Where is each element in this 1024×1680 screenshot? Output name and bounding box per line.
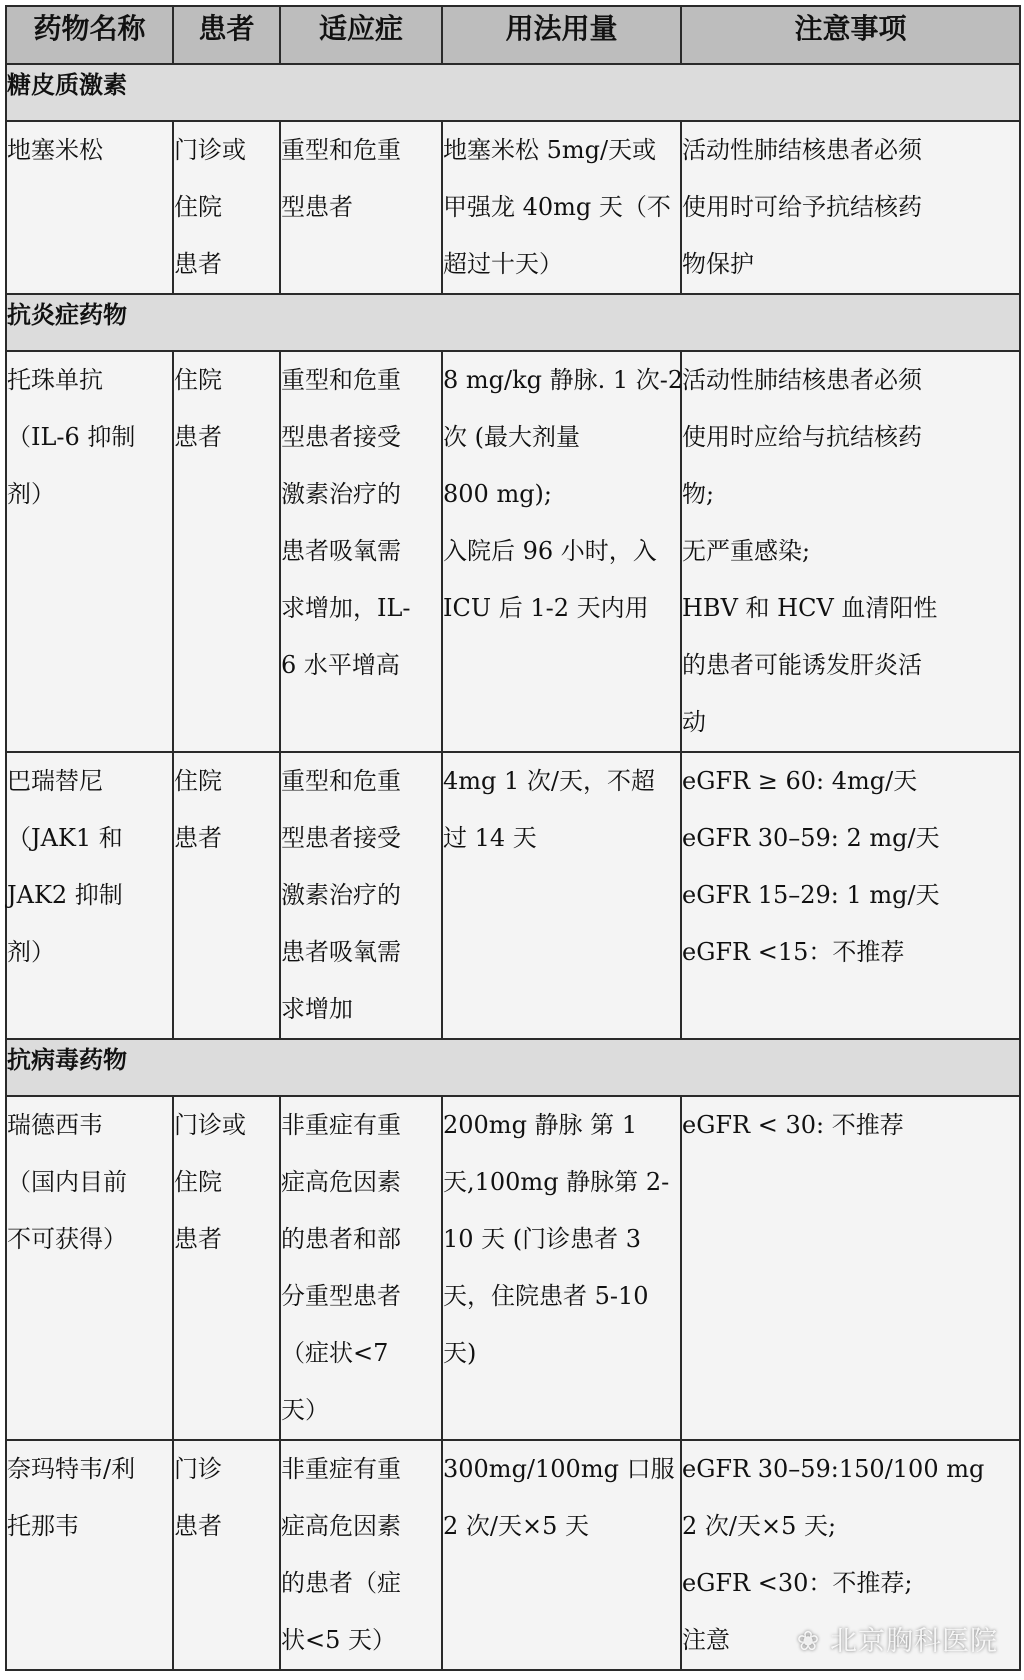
drug-name-cell — [6, 351, 173, 752]
cell-line: 患者 — [174, 423, 222, 451]
table-row — [6, 1096, 1020, 1440]
cell-line: 激素治疗的 — [281, 480, 401, 508]
dosage-cell — [442, 1440, 681, 1670]
cell-line: 物; — [682, 480, 715, 508]
cell-line: 症高危因素 — [281, 1512, 401, 1540]
cell-line: 型患者接受 — [281, 423, 401, 451]
cell-line: 注意 — [682, 1626, 730, 1654]
cell-line: 使用时应给与抗结核药 — [682, 423, 922, 451]
cell-line: 入院后 96 小时，入 — [443, 537, 657, 565]
cell-line: 激素治疗的 — [281, 881, 401, 909]
cell-line: 活动性肺结核患者必须 — [682, 136, 922, 164]
drug-name-cell — [6, 752, 173, 1039]
cell-line: 地塞米松 5mg/天或 — [443, 136, 657, 164]
cell-line: 次 (最大剂量 — [443, 423, 580, 451]
cell-line: 住院 — [174, 193, 222, 221]
cell-line: 200mg 静脉 第 1 — [443, 1111, 638, 1139]
patient-cell — [173, 752, 280, 1039]
cell-line: 地塞米松 — [7, 136, 103, 164]
cell-line: 患者 — [174, 250, 222, 278]
header-indication: 适应症 — [280, 6, 442, 64]
cell-line: 天,100mg 静脉第 2- — [443, 1168, 670, 1196]
cell-line: 300mg/100mg 口服 — [443, 1455, 675, 1483]
dosage-cell — [442, 121, 681, 294]
cell-line: eGFR < 30: 不推荐 — [682, 1111, 904, 1139]
cell-line: 物保护 — [682, 250, 754, 278]
cell-line: 10 天 (门诊患者 3 — [443, 1225, 642, 1253]
cell-line: eGFR <30：不推荐; — [682, 1569, 913, 1597]
cell-line: 2 次/天×5 天; — [682, 1512, 837, 1540]
patient-cell — [173, 351, 280, 752]
cell-line: JAK2 抑制 — [7, 881, 123, 909]
cell-line: 天） — [281, 1396, 329, 1424]
cell-line: 型患者 — [281, 193, 353, 221]
table-row — [6, 351, 1020, 752]
watermark-icon: ❀ — [796, 1626, 830, 1657]
patient-cell — [173, 1096, 280, 1440]
watermark — [797, 1619, 998, 1658]
cell-line: 患者 — [174, 824, 222, 852]
cell-line: 重型和危重 — [281, 366, 401, 394]
cell-line: 巴瑞替尼 — [7, 767, 103, 795]
cell-line: 非重症有重 — [281, 1111, 401, 1139]
cell-line: ICU 后 1-2 天内用 — [443, 594, 649, 622]
indication-cell — [280, 1096, 442, 1440]
header-drug-name: 药物名称 — [6, 6, 173, 64]
cell-line: （症状<7 — [281, 1339, 389, 1367]
cell-line: eGFR 30–59: 2 mg/天 — [682, 824, 940, 852]
notes-cell — [681, 351, 1020, 752]
cell-line: 8 mg/kg 静脉. 1 次-2 — [443, 366, 684, 394]
cell-line: 的患者（症 — [281, 1569, 401, 1597]
cell-line: 托那韦 — [7, 1512, 79, 1540]
cell-line: 症高危因素 — [281, 1168, 401, 1196]
section-title: 抗炎症药物 — [6, 294, 1020, 351]
notes-cell — [681, 1096, 1020, 1440]
cell-line: 的患者可能诱发肝炎活 — [682, 651, 922, 679]
indication-cell — [280, 351, 442, 752]
cell-line: 托珠单抗 — [7, 366, 103, 394]
cell-line: 求增加 — [281, 995, 353, 1023]
dosage-cell — [442, 752, 681, 1039]
cell-line: （国内目前 — [7, 1168, 127, 1196]
cell-line: 甲强龙 40mg 天（不 — [443, 193, 671, 221]
cell-line: 患者吸氧需 — [281, 938, 401, 966]
cell-line: 动 — [682, 708, 706, 736]
cell-line: 非重症有重 — [281, 1455, 401, 1483]
header-notes: 注意事项 — [681, 6, 1020, 64]
watermark-text: 北京胸科医院 — [830, 1626, 998, 1657]
indication-cell — [280, 1440, 442, 1670]
cell-line: 剂） — [7, 938, 55, 966]
cell-line: 800 mg); — [443, 480, 553, 508]
drug-name-cell — [6, 121, 173, 294]
header-row — [6, 6, 1020, 64]
cell-line: 重型和危重 — [281, 136, 401, 164]
cell-line: 瑞德西韦 — [7, 1111, 103, 1139]
cell-line: eGFR ≥ 60: 4mg/天 — [682, 767, 918, 795]
cell-line: 住院 — [174, 366, 222, 394]
header-dosage: 用法用量 — [442, 6, 681, 64]
section-row — [6, 1039, 1020, 1096]
cell-line: eGFR 30–59:150/100 mg — [682, 1455, 985, 1483]
cell-line: 的患者和部 — [281, 1225, 401, 1253]
cell-line: 重型和危重 — [281, 767, 401, 795]
cell-line: 天，住院患者 5-10 — [443, 1282, 649, 1310]
cell-line: 门诊或 — [174, 1111, 246, 1139]
cell-line: 不可获得） — [7, 1225, 127, 1253]
drug-name-cell — [6, 1096, 173, 1440]
cell-line: 求增加，IL- — [281, 594, 411, 622]
cell-line: 使用时可给予抗结核药 — [682, 193, 922, 221]
patient-cell — [173, 121, 280, 294]
header-patient: 患者 — [173, 6, 280, 64]
dosage-cell — [442, 351, 684, 752]
cell-line: 2 次/天×5 天 — [443, 1512, 589, 1540]
cell-line: 分重型患者 — [281, 1282, 401, 1310]
cell-line: 过 14 天 — [443, 824, 537, 852]
cell-line: 活动性肺结核患者必须 — [682, 366, 922, 394]
cell-line: 状<5 天） — [281, 1626, 397, 1654]
patient-cell — [173, 1440, 280, 1670]
cell-line: 型患者接受 — [281, 824, 401, 852]
cell-line: 剂） — [7, 480, 55, 508]
cell-line: eGFR 15–29: 1 mg/天 — [682, 881, 940, 909]
drug-table — [5, 5, 1021, 1671]
section-title: 抗病毒药物 — [6, 1039, 1020, 1096]
cell-line: 4mg 1 次/天，不超 — [443, 767, 656, 795]
dosage-cell — [442, 1096, 681, 1440]
cell-line: 无严重感染; — [682, 537, 811, 565]
cell-line: 门诊或 — [174, 136, 246, 164]
indication-cell — [280, 752, 442, 1039]
cell-line: 患者 — [174, 1225, 222, 1253]
table-row — [6, 752, 1020, 1039]
notes-cell — [681, 752, 1020, 1039]
indication-cell — [280, 121, 442, 294]
notes-cell — [681, 121, 1020, 294]
section-row — [6, 294, 1020, 351]
cell-line: eGFR <15：不推荐 — [682, 938, 905, 966]
section-title: 糖皮质激素 — [6, 64, 1020, 121]
cell-line: 住院 — [174, 1168, 222, 1196]
drug-name-cell — [6, 1440, 173, 1670]
cell-line: 超过十天） — [443, 250, 563, 278]
cell-line: HBV 和 HCV 血清阳性 — [682, 594, 938, 622]
table-row — [6, 121, 1020, 294]
cell-line: （IL-6 抑制 — [7, 423, 136, 451]
cell-line: 门诊 — [174, 1455, 222, 1483]
cell-line: 6 水平增高 — [281, 651, 400, 679]
cell-line: 患者 — [174, 1512, 222, 1540]
cell-line: 患者吸氧需 — [281, 537, 401, 565]
cell-line: 奈玛特韦/利 — [7, 1455, 136, 1483]
cell-line: （JAK1 和 — [7, 824, 123, 852]
cell-line: 天) — [443, 1339, 477, 1367]
section-row — [6, 64, 1020, 121]
cell-line: 住院 — [174, 767, 222, 795]
